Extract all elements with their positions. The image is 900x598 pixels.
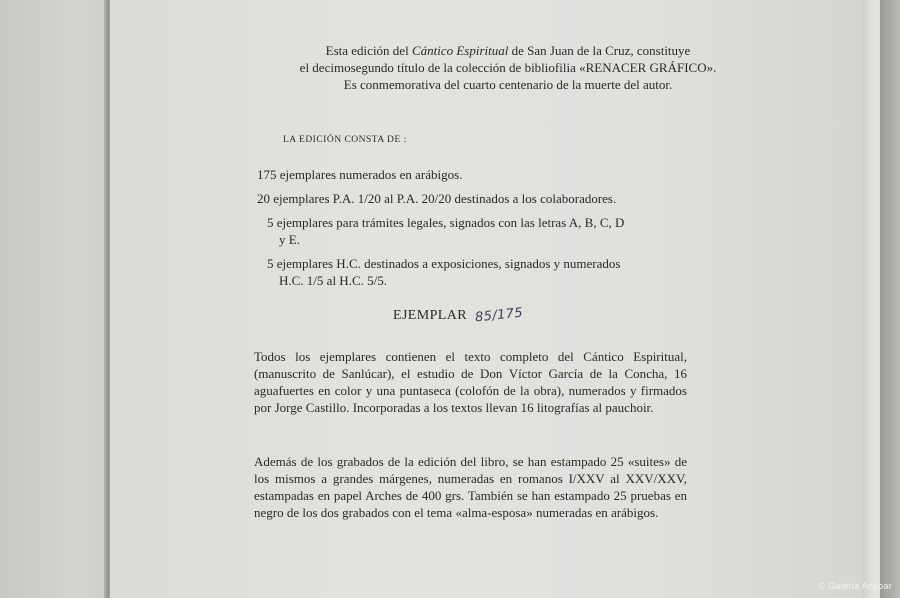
edition-heading: LA EDICIÓN CONSTA DE : [283,135,407,145]
contents-paragraph: Todos los ejemplares contienen el texto completo del Cántico Espiritual, (manuscrito de Sanlúcar), el estudio de Don Víctor García de la Concha, 16 aguafuertes en color y una puntaseca (colofón de la obra), numerados y firmados por Jorge Castillo. Incorporadas a los textos llevan 16 litografías al pauchoir. [254,349,687,415]
gallery-watermark: © Galeria Ansoar [818,581,892,591]
colophon-page [110,0,865,598]
list-item: 5 ejemplares para trámites legales, signados con las letras A, B, C, D y E. [267,215,625,247]
list-item: 20 ejemplares P.A. 1/20 al P.A. 20/20 destinados a los colaboradores. [257,191,617,206]
handwritten-copy-number: 85/175 [474,305,524,326]
list-item: 175 ejemplares numerados en arábigos. [257,167,463,182]
left-page [0,0,108,598]
book-back-edge [880,0,900,598]
intro-text [228,42,788,93]
copy-label: EJEMPLAR [393,308,467,323]
intro-line-1: Esta edición del Cántico Espiritual de San Juan de la Cruz, constituye [325,43,691,58]
suites-paragraph: Además de los grabados de la edición del libro, se han estampado 25 «suites» de los mismos a grandes márgenes, numeradas en romanos I/XXV al XXV/XXV, estampadas en papel Arches de 400 grs. También se han estampado 25 pruebas en negro de los dos grabados con el tema «alma-esposa» numeradas en arábigos. [254,454,687,520]
intro-line-2: el decimosegundo título de la colección de bibliofilia «RENACER GRÁFICO». [299,60,717,75]
intro-line-3: Es conmemorativa del cuarto centenario de la muerte del autor. [343,77,673,92]
edition-list [257,166,687,296]
copy-number [393,305,524,326]
list-item: 5 ejemplares H.C. destinados a exposiciones, signados y numerados H.C. 1/5 al H.C. 5/5. [267,256,621,288]
book-title: Cántico Espiritual [411,43,509,58]
